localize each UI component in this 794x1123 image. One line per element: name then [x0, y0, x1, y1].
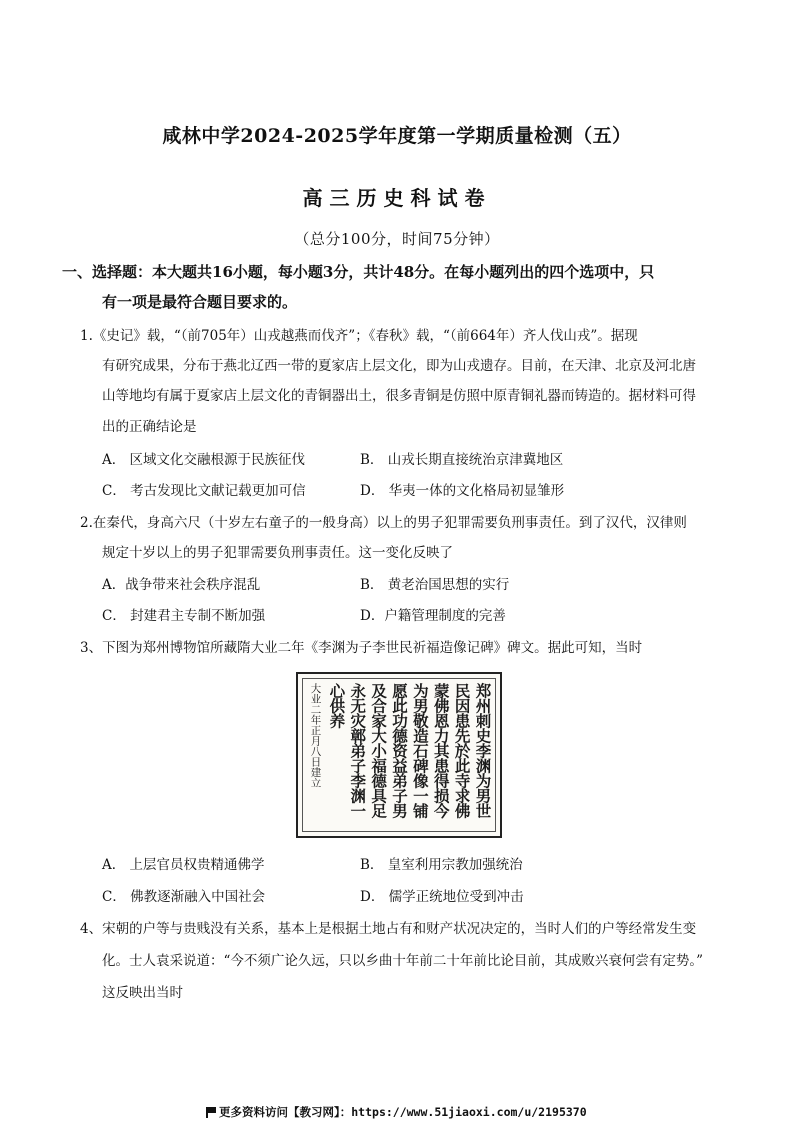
stele-inscription-image [296, 672, 502, 838]
q2-line-2: 规定十岁以上的男子犯罪需要负刑事责任。这一变化反映了 [102, 545, 453, 561]
flag-icon [206, 1107, 216, 1117]
q3-option-b: B． 皇室利用宗教加强统治 [360, 857, 523, 873]
q2-option-a: A．战争带来社会秩序混乱 [102, 577, 261, 593]
q2-line-1: 2.在秦代，身高六尺（十岁左右童子的一般身高）以上的男子犯罪需要负刑事责任。到了汉代，汉律则 [80, 515, 687, 531]
q2-option-c: C． 封建君主专制不断加强 [102, 608, 266, 624]
footer-link[interactable] [206, 1104, 587, 1120]
exam-subject-title: 高三历史科试卷 [302, 186, 492, 210]
q4-line-2: 化。士人袁采说道：“今不须广论久远，只以乡曲十年前二十年前比论目前，其成败兴衰何尝有定势。” [102, 953, 704, 969]
stele-column-7: 永无灾鄣弟子李渊一 [348, 683, 368, 818]
stele-text-columns [302, 678, 496, 832]
q1-option-a: A． 区域文化交融根源于民族征伐 [102, 452, 306, 468]
q3-option-a: A． 上层官员权贵精通佛学 [102, 857, 265, 873]
exam-score-note: （总分100分，时间75分钟） [294, 230, 500, 248]
q1-option-d: D． 华夷一体的文化格局初显雏形 [360, 483, 565, 499]
q1-line-1: 1.《史记》载，“（前705年）山戎越燕而伐齐”；《春秋》载，“（前664年）齐人伐山戎”。据现 [80, 328, 638, 344]
stele-date-column: 大业二年正月八日建立 [309, 683, 322, 788]
q4-line-3: 这反映出当时 [102, 985, 183, 1001]
q1-option-b: B． 山戎长期直接统治京津冀地区 [360, 452, 564, 468]
section-heading-line2: 有一项是最符合题目要求的。 [102, 293, 298, 311]
q3-option-c: C． 佛教逐渐融入中国社会 [102, 889, 266, 905]
stele-column-6: 及合家大小福德具足 [369, 683, 389, 818]
exam-school-title: 咸林中学2024-2025学年度第一学期质量检测（五） [162, 125, 632, 147]
q2-option-d: D．户籍管理制度的完善 [360, 608, 506, 624]
q1-option-c: C． 考古发现比文献记载更加可信 [102, 483, 306, 499]
stele-column-1: 郑州刺史李渊为男世 [473, 683, 493, 818]
q4-line-1: 4、宋朝的户等与贵贱没有关系，基本上是根据土地占有和财产状况决定的，当时人们的户等经常发生变 [80, 921, 697, 937]
q3-option-d: D． 儒学正统地位受到冲击 [360, 889, 524, 905]
section-heading-line1: 一、选择题：本大题共16小题，每小题3分，共计48分。在每小题列出的四个选项中，只 [62, 263, 655, 281]
q3-line-1: 3、下图为郑州博物馆所藏隋大业二年《李渊为子李世民祈福造像记碑》碑文。据此可知，当时 [80, 640, 643, 656]
stele-column-4: 为男敬造石碑像一铺 [410, 683, 430, 818]
q2-option-b: B． 黄老治国思想的实行 [360, 577, 510, 593]
footer-text: 更多资料访问【教习网】：https://www.51jiaoxi.com/u/2195370 [219, 1105, 587, 1119]
q1-line-2: 有研究成果，分布于燕北辽西一带的夏家店上层文化，即为山戎遗存。目前，在天津、北京及河北唐 [102, 358, 696, 374]
q1-line-4: 出的正确结论是 [102, 419, 197, 435]
q1-line-3: 山等地均有属于夏家店上层文化的青铜器出土，很多青铜是仿照中原青铜礼器而铸造的。据材料可得 [102, 388, 696, 404]
stele-column-5: 愿此功德资益弟子男 [389, 683, 409, 818]
stele-column-8: 心供养 [327, 683, 347, 728]
stele-column-2: 民因患先於此寺求佛 [452, 683, 472, 818]
stele-column-3: 蒙佛恩力其患得损今 [431, 683, 451, 818]
